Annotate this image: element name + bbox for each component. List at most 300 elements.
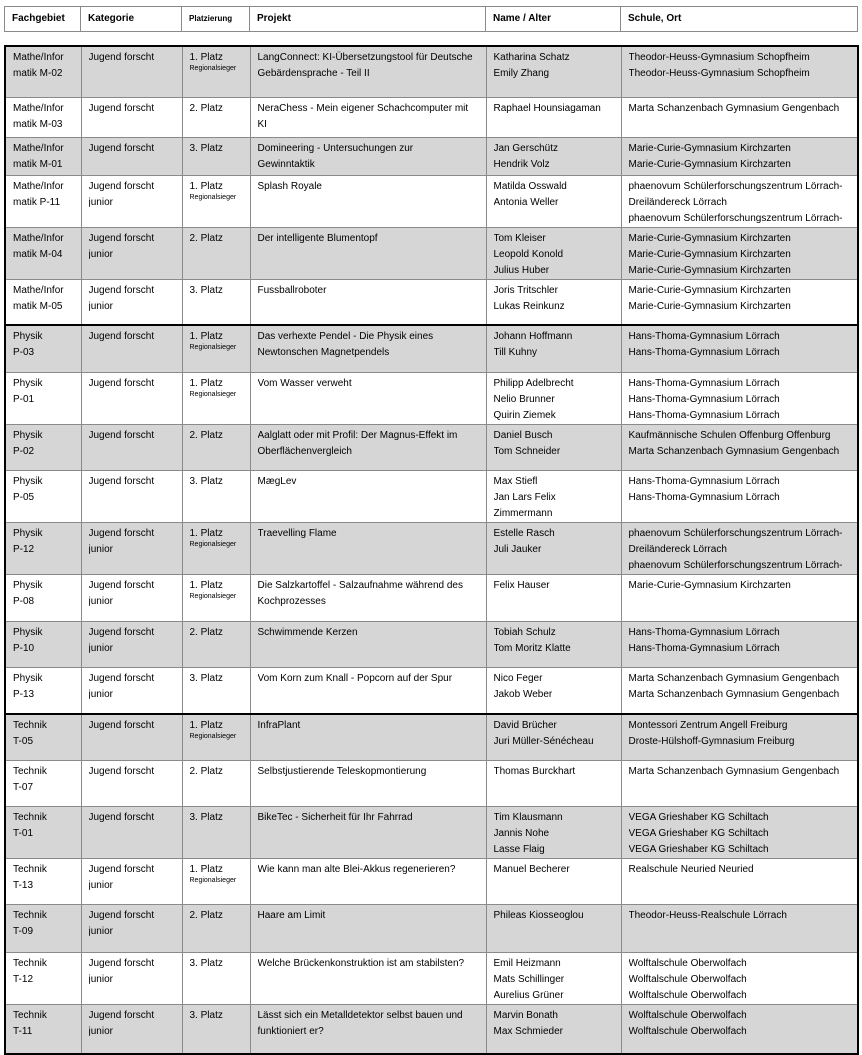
kategorie-cell (81, 227, 182, 279)
projekt-cell-line: InfraPlant (257, 720, 301, 731)
table-row (5, 760, 858, 806)
kategorie-cell (81, 522, 182, 574)
schule-cell-line: Wolftalschule Oberwolfach (628, 1025, 747, 1037)
kategorie-cell-line: Jugend forscht (88, 579, 155, 591)
fachgebiet-cell-line: Physik (13, 429, 43, 441)
kategorie-cell (81, 952, 182, 1004)
schule-cell-line: Theodor-Heuss-Gymnasium Schopfheim (628, 68, 810, 79)
projekt-cell (250, 858, 486, 904)
regionalsieger-label: Regionalsieger (189, 193, 237, 201)
platz-label: 3. Platz (189, 284, 223, 296)
schule-cell-line: Marta Schanzenbach Gymnasium Gengenbach (628, 765, 840, 777)
fachgebiet-cell-line: T-12 (13, 973, 34, 985)
schule-cell (621, 522, 858, 574)
fachgebiet-cell-line: Mathe/Infor (13, 180, 64, 192)
header-schule-ort: Schule, Ort (621, 7, 858, 32)
kategorie-cell-line: Jugend forscht (88, 377, 155, 389)
name-cell-line: Tom Schneider (493, 445, 561, 457)
fachgebiet-cell (5, 227, 81, 279)
projekt-cell (250, 760, 486, 806)
schule-cell (621, 175, 858, 227)
table-row (5, 667, 858, 714)
kategorie-cell-line: junior (88, 642, 113, 654)
name-cell (486, 137, 621, 175)
platz-label: 3. Platz (189, 475, 223, 487)
kategorie-cell-line: Jugend forscht (88, 1009, 155, 1021)
name-cell-line: Emily Zhang (493, 68, 550, 79)
name-cell-line: Manuel Becherer (493, 863, 570, 875)
name-cell-line: Raphael Hounsiagaman (493, 102, 601, 114)
platz-label: 1. Platz (189, 720, 223, 731)
fachgebiet-cell-line: T-01 (13, 827, 34, 839)
schule-cell (621, 806, 858, 858)
schule-cell-line: VEGA Grieshaber KG Schiltach (628, 843, 769, 855)
schule-cell (621, 325, 858, 372)
schule-cell-line: Marta Schanzenbach Gymnasium Gengenbach (628, 688, 840, 700)
name-cell-line: Zimmermann (493, 507, 553, 519)
fachgebiet-cell-line: Mathe/Infor (13, 52, 64, 63)
schule-cell-line: VEGA Grieshaber KG Schiltach (628, 827, 769, 839)
schule-cell (621, 904, 858, 952)
name-cell (486, 806, 621, 858)
regionalsieger-label: Regionalsieger (189, 65, 237, 72)
kategorie-cell-line: Jugend forscht (88, 180, 155, 192)
schule-cell-line: Marie-Curie-Gymnasium Kirchzarten (628, 579, 791, 591)
schule-cell-line: phaenovum Schülerforschungszentrum Lörrach- (628, 212, 843, 224)
name-cell-line: Mats Schillinger (493, 973, 565, 985)
kategorie-cell (81, 760, 182, 806)
kategorie-cell-line: Jugend forscht (88, 672, 155, 684)
kategorie-cell (81, 714, 182, 760)
projekt-cell (250, 667, 486, 714)
projekt-cell (250, 952, 486, 1004)
projekt-cell-line: funktioniert er? (257, 1025, 324, 1037)
fachgebiet-cell-line: T-11 (13, 1025, 33, 1037)
platz-label: 2. Platz (189, 232, 223, 244)
table-row (5, 372, 858, 424)
kategorie-cell (81, 279, 182, 325)
name-cell (486, 372, 621, 424)
platz-label: 2. Platz (189, 909, 223, 921)
regionalsieger-label: Regionalsieger (189, 876, 237, 884)
schule-cell-line: VEGA Grieshaber KG Schiltach (628, 811, 769, 823)
fachgebiet-cell (5, 574, 81, 621)
schule-cell-line: Dreiländereck Lörrach (628, 543, 727, 555)
platzierung-cell (182, 175, 250, 227)
name-cell-line: Juli Jauker (493, 543, 542, 555)
fachgebiet-cell-line: Mathe/Infor (13, 284, 64, 296)
platz-label: 3. Platz (189, 811, 223, 823)
fachgebiet-cell-line: T-09 (13, 925, 34, 937)
table-row (5, 952, 858, 1004)
name-cell-line: Nico Feger (493, 672, 543, 684)
table-row (5, 621, 858, 667)
regionalsieger-label: Regionalsieger (189, 540, 237, 548)
fachgebiet-cell (5, 137, 81, 175)
schule-cell (621, 137, 858, 175)
platzierung-cell (182, 806, 250, 858)
kategorie-cell-line: Jugend forscht (88, 626, 155, 638)
platzierung-cell (182, 470, 250, 522)
schule-cell-line: Wolftalschule Oberwolfach (628, 1009, 747, 1021)
header-projekt: Projekt (250, 7, 486, 32)
platzierung-cell (182, 137, 250, 175)
name-cell-line: Phileas Kiosseoglou (493, 909, 584, 921)
kategorie-cell-line: Jugend forscht (88, 957, 155, 969)
fachgebiet-cell-line: T-05 (13, 736, 34, 747)
platzierung-cell (182, 714, 250, 760)
name-cell (486, 46, 621, 97)
header-platzierung: Platzierung (182, 7, 250, 32)
fachgebiet-cell (5, 372, 81, 424)
fachgebiet-cell-line: P-03 (13, 347, 35, 358)
schule-cell-line: phaenovum Schülerforschungszentrum Lörrach- (628, 180, 843, 192)
fachgebiet-cell-line: P-08 (13, 595, 35, 607)
kategorie-cell (81, 1004, 182, 1054)
table-row (5, 46, 858, 97)
table-row (5, 574, 858, 621)
kategorie-cell (81, 904, 182, 952)
kategorie-cell-line: junior (88, 543, 113, 555)
fachgebiet-cell (5, 175, 81, 227)
fachgebiet-cell (5, 621, 81, 667)
name-cell (486, 470, 621, 522)
projekt-cell-line: LangConnect: KI-Übersetzungstool für Deutsche (257, 52, 473, 63)
kategorie-cell-line: Jugend forscht (88, 52, 155, 63)
schule-cell (621, 1004, 858, 1054)
schule-cell (621, 714, 858, 760)
table-row (5, 904, 858, 952)
header-row (5, 7, 858, 32)
kategorie-cell (81, 667, 182, 714)
platzierung-cell (182, 97, 250, 137)
schule-cell-line: Marta Schanzenbach Gymnasium Gengenbach (628, 445, 840, 457)
table-row (5, 470, 858, 522)
projekt-cell-line: Wie kann man alte Blei-Akkus regenerieren? (257, 863, 456, 875)
projekt-cell-line: Lässt sich ein Metalldetektor selbst bauen und (257, 1009, 463, 1021)
projekt-cell (250, 97, 486, 137)
fachgebiet-cell (5, 858, 81, 904)
fachgebiet-cell (5, 279, 81, 325)
name-cell-line: Emil Heizmann (493, 957, 561, 969)
schule-cell-line: Theodor-Heuss-Gymnasium Schopfheim (628, 52, 810, 63)
name-cell (486, 574, 621, 621)
platzierung-cell (182, 621, 250, 667)
schule-cell (621, 470, 858, 522)
name-cell-line: Jakob Weber (493, 688, 553, 700)
fachgebiet-cell-line: matik P-11 (13, 196, 61, 208)
fachgebiet-cell-line: matik M-03 (13, 118, 63, 130)
fachgebiet-cell (5, 760, 81, 806)
table-row (5, 279, 858, 325)
table-row (5, 227, 858, 279)
projekt-cell-line: Splash Royale (257, 180, 322, 192)
name-cell (486, 279, 621, 325)
kategorie-cell (81, 97, 182, 137)
kategorie-cell (81, 175, 182, 227)
fachgebiet-cell (5, 325, 81, 372)
schule-cell-line: Kaufmännische Schulen Offenburg Offenburg (628, 429, 831, 441)
schule-cell-line: Hans-Thoma-Gymnasium Lörrach (628, 393, 780, 405)
table-row (5, 1004, 858, 1054)
projekt-cell (250, 227, 486, 279)
fachgebiet-cell-line: P-05 (13, 491, 35, 503)
name-cell (486, 325, 621, 372)
fachgebiet-cell-line: Technik (13, 1009, 47, 1021)
schule-cell-line: Hans-Thoma-Gymnasium Lörrach (628, 347, 780, 358)
fachgebiet-cell-line: Technik (13, 720, 47, 731)
platzierung-cell (182, 952, 250, 1004)
fachgebiet-cell (5, 424, 81, 470)
name-cell (486, 904, 621, 952)
projekt-cell (250, 325, 486, 372)
regionalsieger-label: Regionalsieger (189, 390, 237, 398)
projekt-cell-line: KI (257, 118, 267, 130)
schule-cell-line: phaenovum Schülerforschungszentrum Lörrach- (628, 527, 843, 539)
table-row (5, 97, 858, 137)
schule-cell (621, 858, 858, 904)
name-cell (486, 1004, 621, 1054)
platz-label: 1. Platz (189, 579, 223, 591)
schule-cell-line: phaenovum Schülerforschungszentrum Lörrach- (628, 559, 843, 571)
kategorie-cell-line: junior (88, 595, 113, 607)
projekt-cell (250, 137, 486, 175)
schule-cell-line: Marie-Curie-Gymnasium Kirchzarten (628, 158, 791, 170)
fachgebiet-cell-line: Technik (13, 909, 47, 921)
kategorie-cell (81, 46, 182, 97)
projekt-cell-line: Fussballroboter (257, 284, 327, 296)
schule-cell-line: Marie-Curie-Gymnasium Kirchzarten (628, 264, 791, 276)
schule-cell-line: Hans-Thoma-Gymnasium Lörrach (628, 491, 780, 503)
platzierung-cell (182, 1004, 250, 1054)
kategorie-cell-line: junior (88, 300, 113, 312)
name-cell-line: Lasse Flaig (493, 843, 545, 855)
name-cell-line: Juri Müller-Sénécheau (493, 736, 594, 747)
projekt-cell (250, 522, 486, 574)
name-cell-line: Hendrik Volz (493, 158, 550, 170)
platz-label: 2. Platz (189, 102, 223, 114)
projekt-cell (250, 46, 486, 97)
platz-label: 1. Platz (189, 180, 223, 192)
kategorie-cell-line: Jugend forscht (88, 232, 155, 244)
platz-label: 1. Platz (189, 527, 223, 539)
name-cell (486, 667, 621, 714)
schule-cell-line: Hans-Thoma-Gymnasium Lörrach (628, 642, 780, 654)
name-cell (486, 175, 621, 227)
schule-cell-line: Marie-Curie-Gymnasium Kirchzarten (628, 248, 791, 260)
fachgebiet-cell (5, 1004, 81, 1054)
kategorie-cell-line: Jugend forscht (88, 142, 155, 154)
name-cell-line: Tobiah Schulz (493, 626, 556, 638)
kategorie-cell (81, 470, 182, 522)
projekt-cell (250, 279, 486, 325)
header-fachgebiet: Fachgebiet (5, 7, 81, 32)
fachgebiet-cell-line: Physik (13, 579, 43, 591)
schule-cell (621, 574, 858, 621)
kategorie-cell (81, 325, 182, 372)
projekt-cell-line: MægLev (257, 475, 297, 487)
name-cell-line: Johann Hoffmann (493, 331, 573, 342)
fachgebiet-cell-line: Technik (13, 957, 47, 969)
schule-cell (621, 46, 858, 97)
projekt-cell (250, 175, 486, 227)
name-cell-line: Matilda Osswald (493, 180, 567, 192)
schule-cell-line: Marie-Curie-Gymnasium Kirchzarten (628, 142, 791, 154)
fachgebiet-cell-line: matik M-05 (13, 300, 63, 312)
projekt-cell-line: Haare am Limit (257, 909, 326, 921)
fachgebiet-cell-line: matik M-01 (13, 158, 63, 170)
header-name-alter: Name / Alter (486, 7, 621, 32)
results-table (4, 45, 859, 1055)
fachgebiet-cell (5, 952, 81, 1004)
name-cell (486, 97, 621, 137)
name-cell-line: Philipp Adelbrecht (493, 377, 574, 389)
schule-cell-line: Wolftalschule Oberwolfach (628, 957, 747, 969)
fachgebiet-cell-line: Technik (13, 811, 47, 823)
kategorie-cell-line: Jugend forscht (88, 102, 155, 114)
platz-label: 3. Platz (189, 672, 223, 684)
fachgebiet-cell-line: Mathe/Infor (13, 102, 64, 114)
projekt-cell-line: Das verhexte Pendel - Die Physik eines (257, 331, 434, 342)
schule-cell-line: Montessori Zentrum Angell Freiburg (628, 720, 788, 731)
schule-cell-line: Marie-Curie-Gymnasium Kirchzarten (628, 300, 791, 312)
name-cell-line: Nelio Brunner (493, 393, 555, 405)
fachgebiet-cell-line: P-10 (13, 642, 35, 654)
fachgebiet-cell-line: Physik (13, 475, 43, 487)
table-row (5, 424, 858, 470)
schule-cell-line: Marie-Curie-Gymnasium Kirchzarten (628, 232, 791, 244)
projekt-cell-line: NeraChess - Mein eigener Schachcomputer mit (257, 102, 469, 114)
name-cell-line: Max Stiefl (493, 475, 538, 487)
fachgebiet-cell (5, 470, 81, 522)
projekt-cell-line: Gewinntaktik (257, 158, 315, 170)
schule-cell-line: Marta Schanzenbach Gymnasium Gengenbach (628, 672, 840, 684)
platzierung-cell (182, 372, 250, 424)
name-cell-line: Katharina Schatz (493, 52, 570, 63)
schule-cell (621, 667, 858, 714)
name-cell-line: Joris Tritschler (493, 284, 558, 296)
schule-cell-line: Hans-Thoma-Gymnasium Lörrach (628, 409, 780, 421)
fachgebiet-cell-line: matik M-04 (13, 248, 63, 260)
name-cell-line: Felix Hauser (493, 579, 550, 591)
table-row (5, 175, 858, 227)
projekt-cell-line: Vom Wasser verweht (257, 377, 352, 389)
projekt-cell (250, 574, 486, 621)
fachgebiet-cell-line: T-13 (13, 879, 34, 891)
table-row (5, 137, 858, 175)
kategorie-cell-line: Jugend forscht (88, 863, 155, 875)
projekt-cell-line: BikeTec - Sicherheit für Ihr Fahrrad (257, 811, 413, 823)
fachgebiet-cell (5, 667, 81, 714)
kategorie-cell-line: junior (88, 688, 113, 700)
kategorie-cell (81, 858, 182, 904)
projekt-cell-line: Traevelling Flame (257, 527, 337, 539)
kategorie-cell (81, 621, 182, 667)
schule-cell (621, 97, 858, 137)
platzierung-cell (182, 574, 250, 621)
fachgebiet-cell-line: Physik (13, 377, 43, 389)
fachgebiet-cell-line: P-13 (13, 688, 35, 700)
kategorie-cell-line: Jugend forscht (88, 720, 155, 731)
fachgebiet-cell-line: Technik (13, 863, 47, 875)
name-cell (486, 714, 621, 760)
name-cell-line: Jan Gerschütz (493, 142, 558, 154)
table-row (5, 325, 858, 372)
projekt-cell-line: Kochprozesses (257, 595, 326, 607)
kategorie-cell (81, 372, 182, 424)
projekt-cell (250, 1004, 486, 1054)
fachgebiet-cell (5, 714, 81, 760)
platzierung-cell (182, 760, 250, 806)
fachgebiet-cell-line: P-01 (13, 393, 35, 405)
projekt-cell (250, 714, 486, 760)
projekt-cell-line: Aalglatt oder mit Profil: Der Magnus-Effekt im (257, 429, 458, 441)
fachgebiet-cell-line: Physik (13, 527, 43, 539)
regionalsieger-label: Regionalsieger (189, 733, 237, 740)
name-cell (486, 952, 621, 1004)
projekt-cell (250, 904, 486, 952)
fachgebiet-cell (5, 806, 81, 858)
platzierung-cell (182, 46, 250, 97)
schule-cell-line: Hans-Thoma-Gymnasium Lörrach (628, 377, 780, 389)
schule-cell-line: Droste-Hülshoff-Gymnasium Freiburg (628, 736, 795, 747)
projekt-cell-line: Die Salzkartoffel - Salzaufnahme während des (257, 579, 463, 591)
kategorie-cell-line: Jugend forscht (88, 284, 155, 296)
schule-cell-line: Wolftalschule Oberwolfach (628, 973, 747, 985)
fachgebiet-cell-line: Physik (13, 331, 43, 342)
name-cell-line: Lukas Reinkunz (493, 300, 565, 312)
fachgebiet-cell-line: Mathe/Infor (13, 232, 64, 244)
platzierung-cell (182, 667, 250, 714)
fachgebiet-cell (5, 522, 81, 574)
kategorie-cell-line: junior (88, 248, 113, 260)
platz-label: 1. Platz (189, 863, 223, 875)
platz-label: 1. Platz (189, 377, 223, 389)
platz-label: 2. Platz (189, 429, 223, 441)
projekt-cell-line: Oberflächenvergleich (257, 445, 352, 457)
fachgebiet-cell (5, 904, 81, 952)
schule-cell-line: Wolftalschule Oberwolfach (628, 989, 747, 1001)
platzierung-cell (182, 325, 250, 372)
kategorie-cell-line: Jugend forscht (88, 331, 155, 342)
fachgebiet-cell-line: P-02 (13, 445, 35, 457)
platz-label: 2. Platz (189, 765, 223, 777)
projekt-cell-line: Domineering - Untersuchungen zur (257, 142, 414, 154)
platz-label: 3. Platz (189, 957, 223, 969)
name-cell-line: Julius Huber (493, 264, 550, 276)
name-cell-line: Jannis Nohe (493, 827, 550, 839)
header-table (4, 6, 858, 32)
projekt-cell (250, 621, 486, 667)
schule-cell-line: Marta Schanzenbach Gymnasium Gengenbach (628, 102, 840, 114)
kategorie-cell (81, 424, 182, 470)
schule-cell (621, 227, 858, 279)
fachgebiet-cell-line: matik M-02 (13, 68, 63, 79)
projekt-cell-line: Schwimmende Kerzen (257, 626, 358, 638)
name-cell (486, 522, 621, 574)
fachgebiet-cell-line: T-07 (13, 781, 34, 793)
name-cell (486, 858, 621, 904)
fachgebiet-cell-line: Technik (13, 765, 47, 777)
kategorie-cell-line: Jugend forscht (88, 527, 155, 539)
platzierung-cell (182, 904, 250, 952)
name-cell-line: Leopold Konold (493, 248, 564, 260)
platzierung-cell (182, 522, 250, 574)
projekt-cell-line: Newtonschen Magnetpendels (257, 347, 390, 358)
kategorie-cell-line: Jugend forscht (88, 475, 155, 487)
name-cell-line: Aurelius Grüner (493, 989, 564, 1001)
table-row (5, 522, 858, 574)
